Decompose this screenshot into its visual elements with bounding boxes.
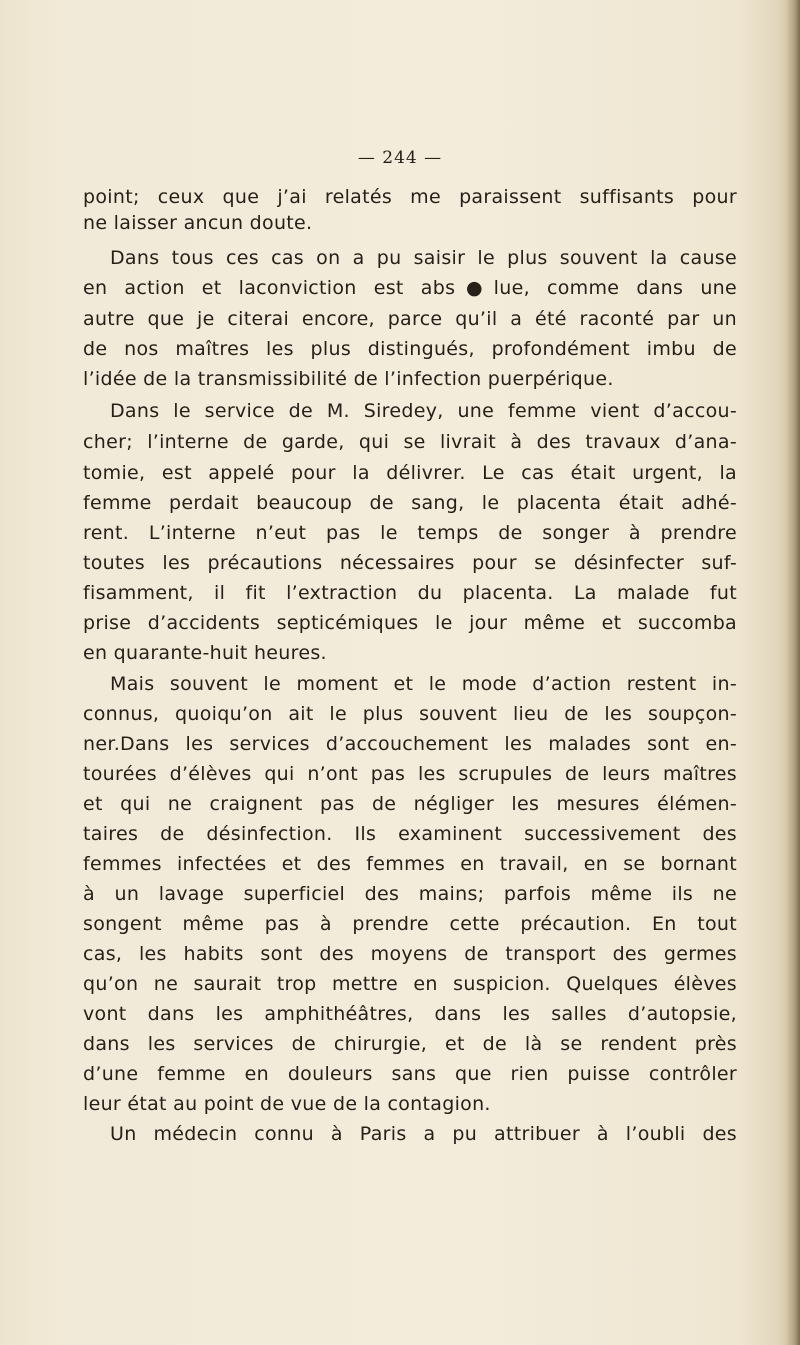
text-line: qu’on ne saurait trop mettre en suspicion. Quelques élèves <box>83 973 737 995</box>
text-line: taires de désinfection. Ils examinent successivement des <box>83 823 737 845</box>
text-line: ne laisser ancun doute. <box>83 212 313 234</box>
page-edge-shadow <box>786 0 800 1345</box>
text-line: tomie, est appelé pour la délivrer. Le cas était urgent, la <box>83 462 737 484</box>
page-number: — 244 — <box>357 148 443 168</box>
text-line: l’idée de la transmissibilité de l’infection puerpérique. <box>83 368 614 390</box>
text-line: à un lavage superficiel des mains; parfois même ils ne <box>83 883 737 905</box>
text-line: cher; l’interne de garde, qui se livrait à des travaux d’ana- <box>83 431 737 453</box>
text-line: toutes les précautions nécessaires pour se désinfecter suf- <box>83 552 737 574</box>
text-line: connus, quoiqu’on ait le plus souvent lieu de les soupçon- <box>83 703 737 725</box>
text-line: en action et laconviction est abs●lue, comme dans une <box>83 277 737 299</box>
text-line: vont dans les amphithéâtres, dans les salles d’autopsie, <box>83 1003 737 1025</box>
text-line: cas, les habits sont des moyens de transport des germes <box>83 943 737 965</box>
text-line: point; ceux que j’ai relatés me paraissent suffisants pour <box>83 186 737 208</box>
text-line: fisamment, il fit l’extraction du placenta. La malade fut <box>83 582 737 604</box>
text-line: femmes infectées et des femmes en travail, en se bornant <box>83 853 737 875</box>
text-line: songent même pas à prendre cette précaution. En tout <box>83 913 737 935</box>
text-line: et qui ne craignent pas de négliger les mesures élémen- <box>83 793 737 815</box>
text-line: rent. L’interne n’eut pas le temps de songer à prendre <box>83 522 737 544</box>
text-line: Un médecin connu à Paris a pu attribuer à l’oubli des <box>110 1123 737 1145</box>
text-line: Dans le service de M. Siredey, une femme vient d’accou- <box>110 400 737 422</box>
text-line: leur état au point de vue de la contagion. <box>83 1093 491 1115</box>
text-line: dans les services de chirurgie, et de là se rendent près <box>83 1033 737 1055</box>
text-line: femme perdait beaucoup de sang, le placenta était adhé- <box>83 492 737 514</box>
text-line: tourées d’élèves qui n’ont pas les scrupules de leurs maîtres <box>83 763 737 785</box>
text-line: Dans tous ces cas on a pu saisir le plus souvent la cause <box>110 247 737 269</box>
text-line: autre que je citerai encore, parce qu’il a été raconté par un <box>83 308 737 330</box>
text-line: ner.Dans les services d’accouchement les malades sont en- <box>83 733 737 755</box>
text-line: d’une femme en douleurs sans que rien puisse contrôler <box>83 1063 737 1085</box>
text-line: prise d’accidents septicémiques le jour même et succomba <box>83 612 737 634</box>
text-line: en quarante-huit heures. <box>83 642 327 664</box>
text-line: Mais souvent le moment et le mode d’action restent in- <box>110 673 737 695</box>
text-line: de nos maîtres les plus distingués, profondément imbu de <box>83 338 737 360</box>
